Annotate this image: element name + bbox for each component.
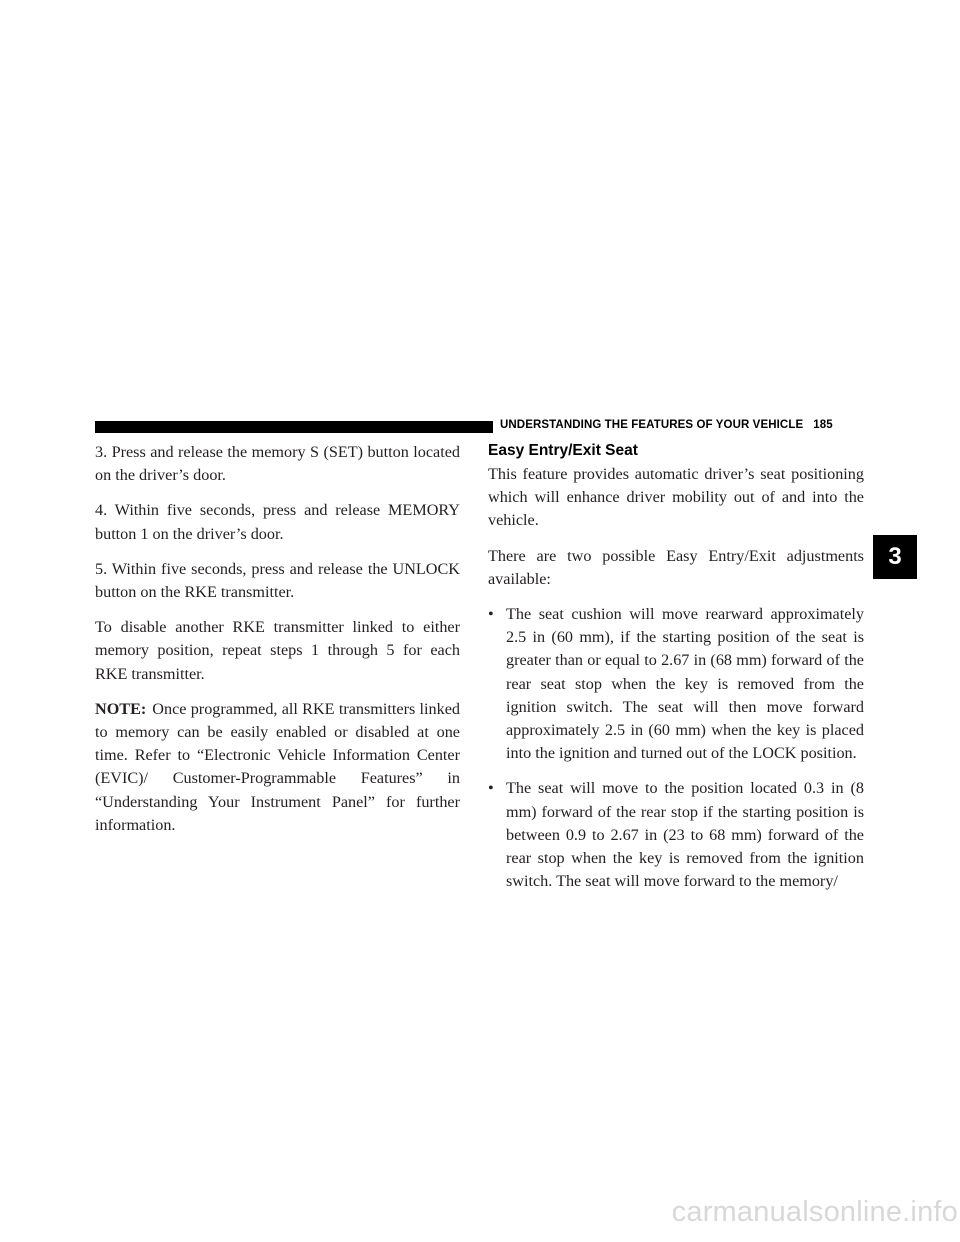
- left-column: [95, 441, 460, 849]
- header-rule: [95, 421, 493, 433]
- watermark: carmanualsonline.info: [671, 1196, 958, 1228]
- adjustments-intro-paragraph: There are two possible Easy Entry/Exit adjustments available:: [488, 546, 864, 588]
- page-number: 185: [813, 419, 833, 431]
- bullet-marker: •: [488, 605, 494, 624]
- feature-intro-paragraph: This feature provides automatic driver’s seat positioning which will enhance driver mobility out of and into the vehicle.: [488, 465, 864, 530]
- note-paragraph: [95, 698, 460, 837]
- step-3-paragraph: 3. Press and release the memory S (SET) button located on the driver’s door.: [95, 443, 460, 485]
- note-label: NOTE:: [95, 699, 147, 718]
- bullet-marker: •: [488, 779, 494, 798]
- step-4-paragraph: 4. Within five seconds, press and release MEMORY button 1 on the driver’s door.: [95, 501, 460, 543]
- running-header: [500, 419, 833, 431]
- right-column: [488, 441, 864, 905]
- disable-transmitter-paragraph: To disable another RKE transmitter linked to either memory position, repeat steps 1 through 5 for each RKE transmitter.: [95, 618, 460, 683]
- chapter-tab: 3: [873, 535, 917, 579]
- note-text: Once programmed, all RKE transmitters linked to memory can be easily enabled or disabled at one time. Refer to “Electronic Vehicle Information Center (EVIC)/ Customer-Programmable Features” in “Understanding Your Instrument Panel” for further information.: [95, 699, 460, 834]
- section-heading: Easy Entry/Exit Seat: [488, 442, 638, 459]
- adjustment-list: [488, 603, 864, 893]
- list-item: • The seat will move to the position located 0.3 in (8 mm) forward of the rear stop if the starting position is between 0.9 to 2.67 in (23 to 68 mm) forward of the rear stop when the key is removed from the ignition switch. The seat will move forward to the memory/: [488, 779, 864, 891]
- step-5-paragraph: 5. Within five seconds, press and release the UNLOCK button on the RKE transmitter.: [95, 559, 460, 602]
- list-item: • The seat cushion will move rearward approximately 2.5 in (60 mm), if the starting position of the seat is greater than or equal to 2.67 in (68 mm) forward of the rear seat stop when the key is removed from the ignition switch. The seat will then move forward approximately 2.5 in (60 mm) when the key is placed into the ignition and turned out of the LOCK position.: [488, 605, 864, 763]
- chapter-title: UNDERSTANDING THE FEATURES OF YOUR VEHICLE: [500, 419, 804, 431]
